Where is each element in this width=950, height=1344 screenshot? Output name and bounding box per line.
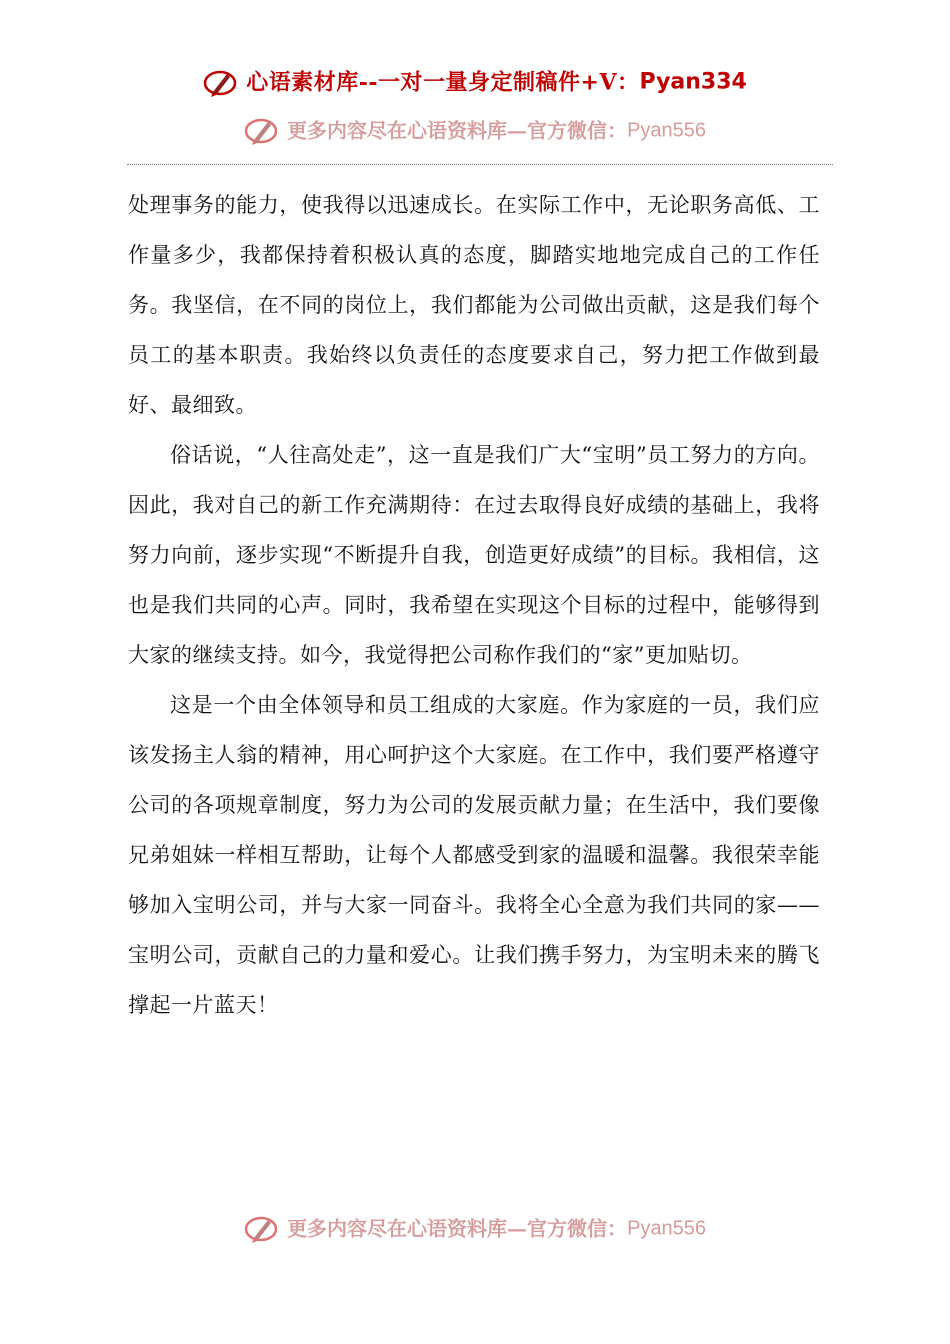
paragraph: 处理事务的能力，使我得以迅速成长。在实际工作中，无论职务高低、工作量多少，我都保持着积极认真的态度，脚踏实地地完成自己的工作任务。我坚信，在不同的岗位上，我们都能为公司做出贡献，这是我们每个员工的基本职责。我始终以负责任的态度要求自己，努力把工作做到最好、最细致。 [128, 193, 820, 417]
subline-text: 更多内容尽在心语资料库—官方微信： [287, 118, 628, 143]
document-body [128, 180, 820, 1030]
footer-text: 更多内容尽在心语资料库—官方微信： [287, 1216, 628, 1241]
paragraph: 俗话说，“人往高处走”，这一直是我们广大“宝明”员工努力的方向。因此，我对自己的新工作充满期待：在过去取得良好成绩的基础上，我将努力向前，逐步实现“不断提升自我，创造更好成绩”的目标。我相信，这也是我们共同的心声。同时，我希望在实现这个目标的过程中，能够得到大家的继续支持。如今，我觉得把公司称作我们的“家”更加贴切。 [128, 443, 820, 667]
footer-subline [0, 1210, 950, 1246]
header-brand [0, 62, 950, 102]
pen-logo-icon [203, 68, 239, 98]
paragraph: 这是一个由全体领导和员工组成的大家庭。作为家庭的一员，我们应该发扬主人翁的精神，用心呵护这个大家庭。在工作中，我们要严格遵守公司的各项规章制度，努力为公司的发展贡献力量；在生活中，我们要像兄弟姐妹一样相互帮助，让每个人都感受到家的温暖和温馨。我很荣幸能够加入宝明公司，并与大家一同奋斗。我将全心全意为我们共同的家——宝明公司，贡献自己的力量和爱心。让我们携手努力，为宝明未来的腾飞撑起一片蓝天！ [128, 693, 820, 1017]
pen-logo-icon [244, 1214, 280, 1244]
header-divider [127, 164, 833, 165]
brand-id: Pyan334 [639, 69, 747, 95]
subline-id: Pyan556 [627, 119, 707, 142]
brand-title: 心语素材库--一对一量身定制稿件+V： [246, 69, 640, 96]
pen-logo-icon [244, 116, 280, 146]
footer-id: Pyan556 [627, 1217, 707, 1240]
header-subline [0, 112, 950, 148]
